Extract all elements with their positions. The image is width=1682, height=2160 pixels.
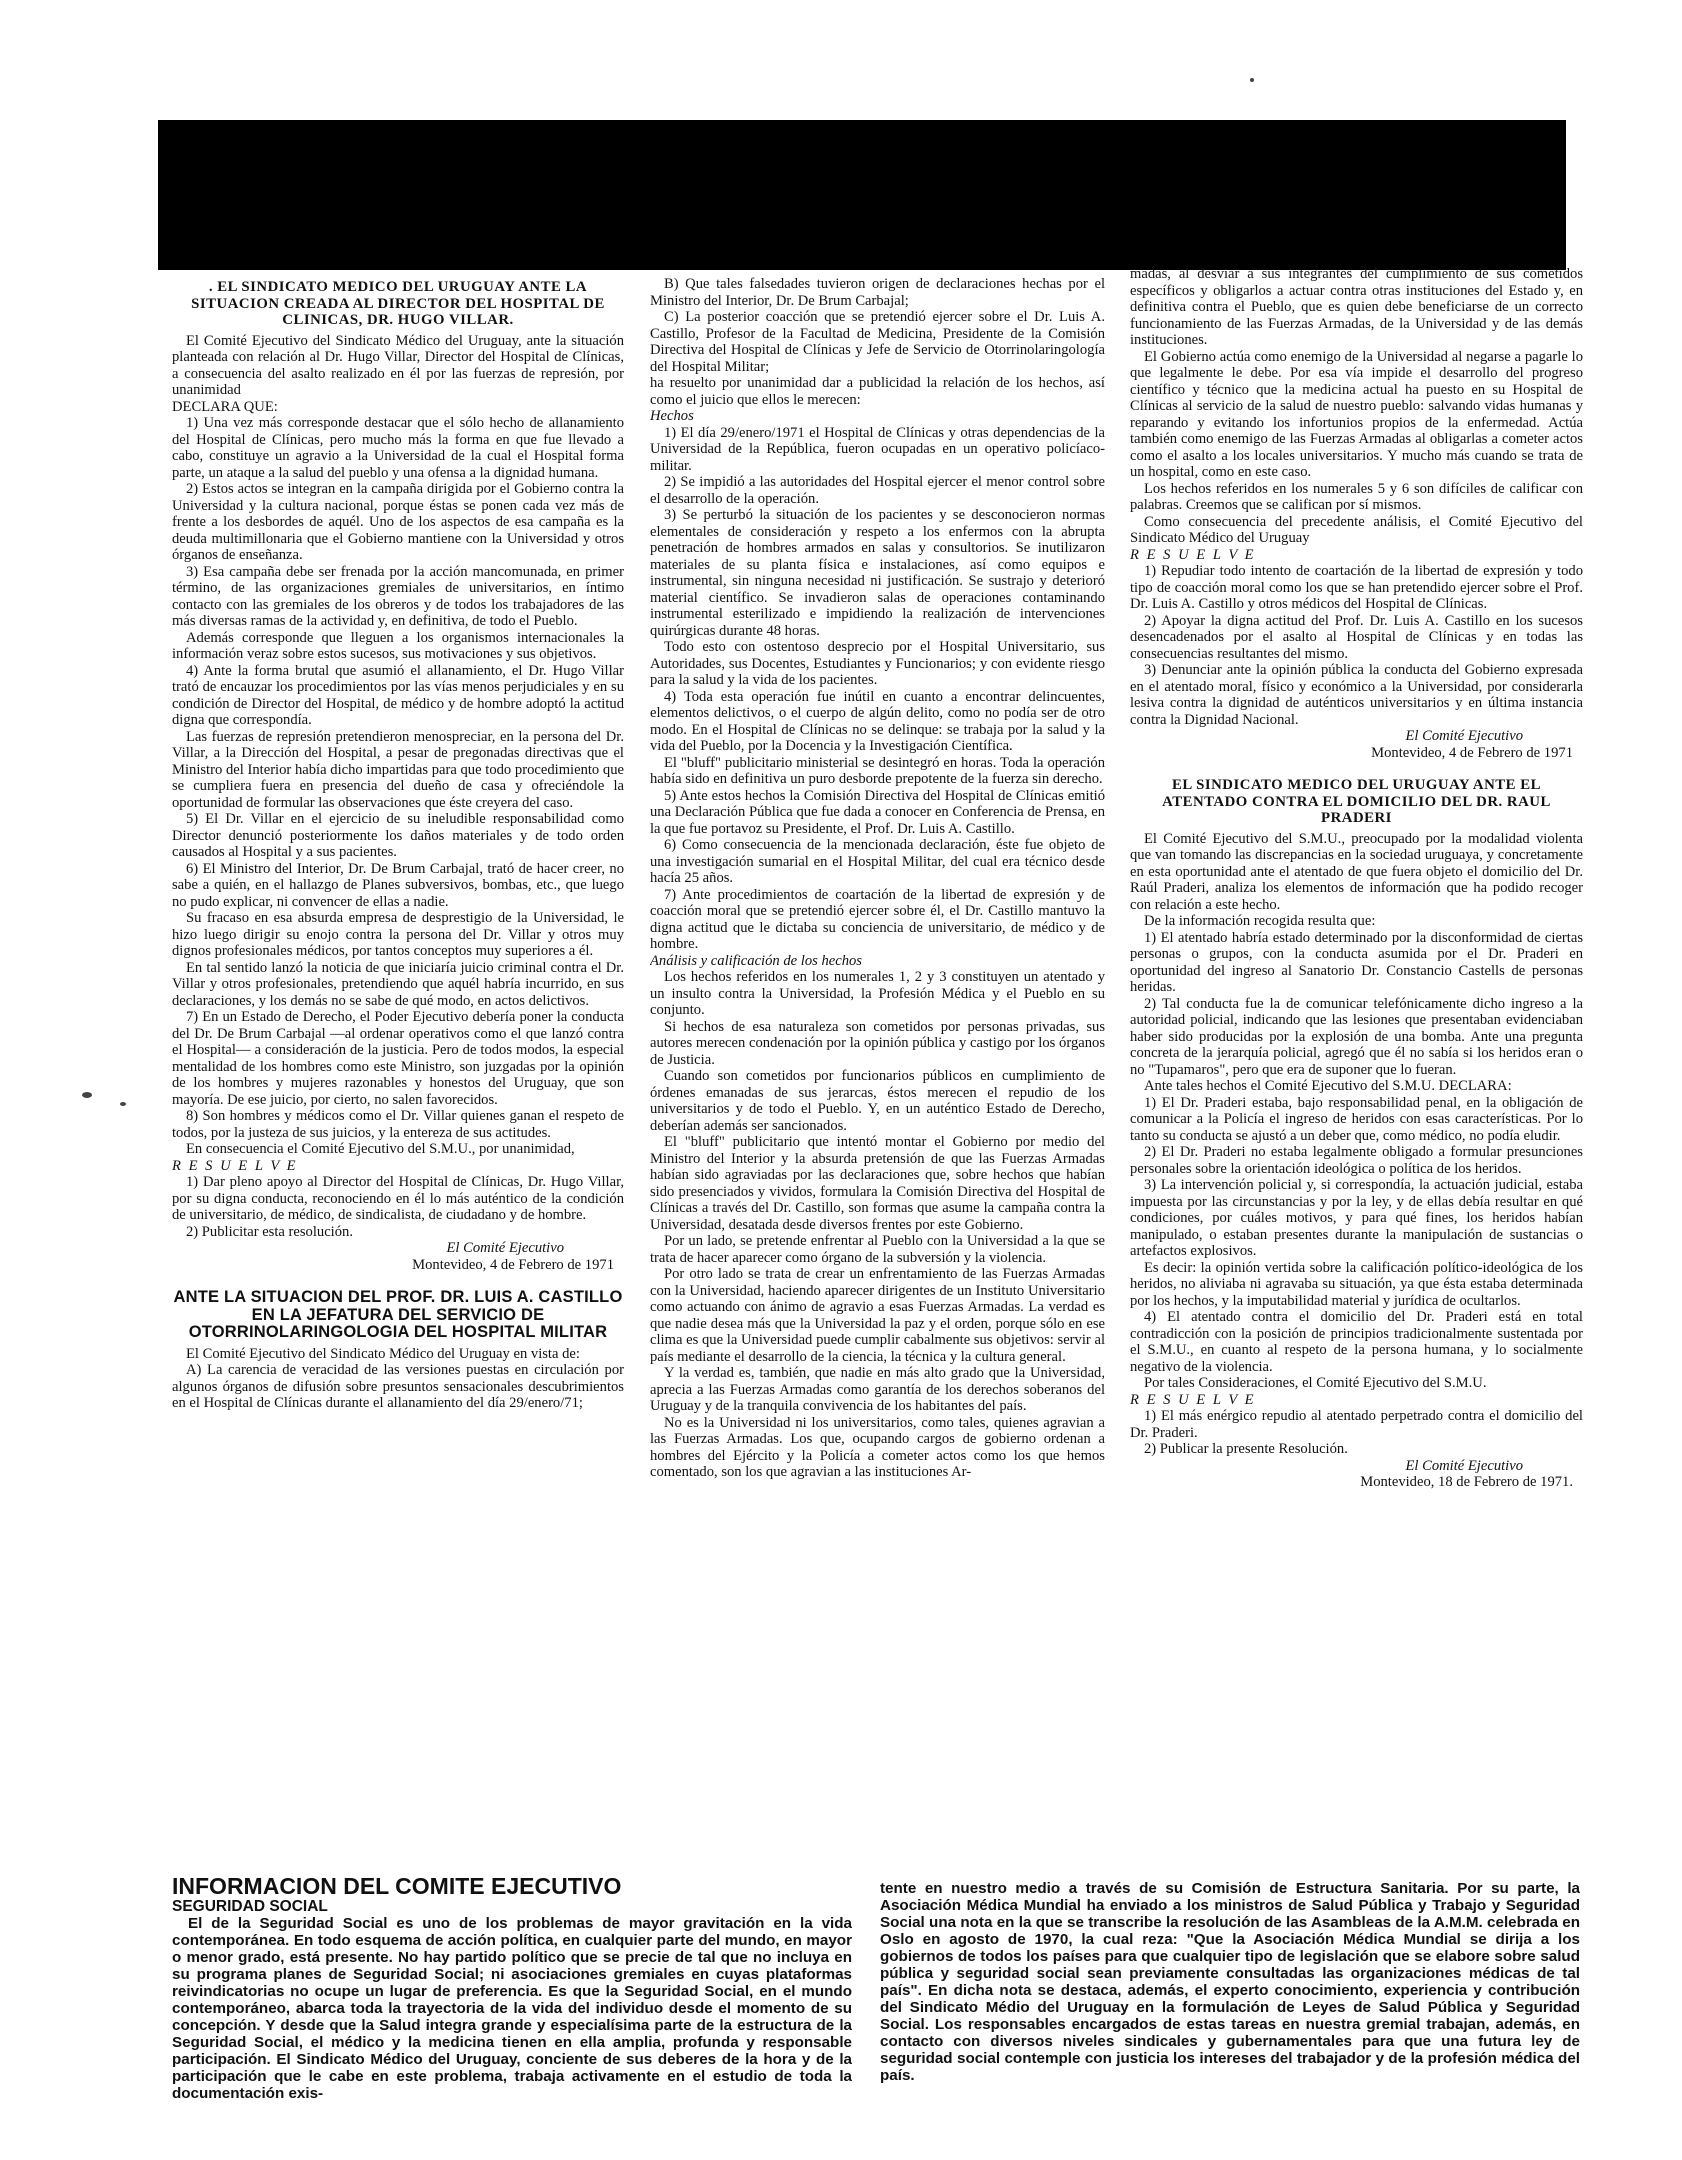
paragraph: A) La carencia de veracidad de las versiones puestas en circulación por algunos órganos de difusión sobre presuntos sensacionales descubrimientos en el Hospital de Clínicas durante el allanamiento del día 29/enero/71;	[172, 1362, 624, 1411]
paragraph: 3) Esa campaña debe ser frenada por la acción mancomunada, en primer término, de las organizaciones gremiales de universitarios, en íntimo contacto con las gremiales de los obreros y de todos los trabajadores de las más diversas ramas de la actividad y, en definitiva, de todo el Pueblo.	[172, 563, 624, 629]
paragraph: Y la verdad es, también, que nadie en más alto grado que la Universidad, aprecia a las Fuerzas Armadas como garantía de los derechos soberanos del Uruguay y de la tranquila convivencia de los habitantes del país.	[650, 1365, 1105, 1414]
scan-speck	[120, 1102, 126, 1106]
paragraph: 6) El Ministro del Interior, Dr. De Brum Carbajal, trató de hacer creer, no sabe a quién, en el hallazgo de Planes subversivos, bombas, etc., que luego no pudo explicar, ni convencer de ellas a nadie.	[172, 860, 624, 910]
paragraph: Las fuerzas de represión pretendieron menospreciar, en la persona del Dr. Villar, a la Dirección del Hospital, a pesar de pregonadas directivas que el Ministro del Interior había dicho impartidas para que todo procedimiento que se cumpliera fuera en presencia del dueño de casa y ofreciéndole la oportunidad de formular las observaciones que éste creyera del caso.	[172, 728, 624, 811]
paragraph: 3) Denunciar ante la opinión pública la conducta del Gobierno expresada en el atentado moral, físico y económico a la Universidad, por considerarla lesiva contra la dignidad de auténticos universitarios y en última instancia contra la Dignidad Nacional.	[1130, 662, 1583, 728]
paragraph: 2) Publicitar esta resolución.	[186, 1223, 353, 1240]
paragraph: De la información recogida resulta que:	[1144, 913, 1376, 929]
paragraph: B) Que tales falsedades tuvieron origen de declaraciones hechas por el Ministro del Interior, Dr. De Brum Carbajal;	[650, 276, 1105, 309]
paragraph: Si hechos de esa naturaleza son cometidos por personas privadas, sus autores merecen condenación por la opinión pública y castigo por los órganos de Justicia.	[650, 1018, 1105, 1068]
section-subtitle: SEGURIDAD SOCIAL	[172, 1898, 328, 1915]
column-middle	[650, 276, 1105, 1861]
resuelve-heading: R E S U E L V E	[172, 1157, 298, 1174]
paragraph: Los hechos referidos en los numerales 1, 2 y 3 constituyen un atentado y un insulto contra la Universidad, la Profesión Médica y el Pueblo en su conjunto.	[650, 969, 1105, 1018]
column-left	[172, 279, 624, 1864]
column-right	[1130, 266, 1583, 1851]
paragraph: El Comité Ejecutivo del S.M.U., preocupado por la modalidad violenta que van tomando las discrepancias en la sociedad uruguaya, y concretamente en esta oportunidad ante el atentado de que fuera objeto el domicilio del Dr. Raúl Praderi, analiza los elementos de información que ha podido recoger con relación a este hecho.	[1130, 830, 1583, 913]
paragraph: 1) Una vez más corresponde destacar que el sólo hecho de allanamiento del Hospital de Clínicas, pero mucho más la forma en que fue llevado a cabo, constituye un agravio a la Universidad de la cual el Hospital forma parte, un ataque a la salud del pueblo y una ofensa a la dignidad humana.	[172, 415, 624, 481]
paragraph: Como consecuencia del precedente análisis, el Comité Ejecutivo del Sindicato Médico del Uruguay	[1130, 513, 1583, 546]
paragraph: 8) Son hombres y médicos como el Dr. Villar quienes ganan el respeto de todos, por la justeza de sus juicios, y la entereza de sus actitudes.	[172, 1108, 624, 1141]
paragraph: Todo esto con ostentoso desprecio por el Hospital Universitario, sus Autoridades, sus Docentes, Estudiantes y Funcionarios; y con evidente riesgo para la salud y la vida de los pacientes.	[650, 639, 1105, 688]
scan-speck	[1250, 78, 1254, 82]
paragraph: Es decir: la opinión vertida sobre la calificación político-ideológica de los heridos, no aliviaba ni agravaba su situación, ya que ésta estaba determinada por los hechos, y la imputabilidad material y jurídica de ocultarlos.	[1130, 1259, 1583, 1309]
analisis-heading: Análisis y calificación de los hechos	[650, 952, 862, 969]
paragraph: Los hechos referidos en los numerales 5 y 6 son difíciles de calificar con palabras. Creemos que se califican por sí mismos.	[1130, 480, 1583, 513]
paragraph: 3) Se perturbó la situación de los pacientes y se desconocieron normas elementales de consideración y respeto a los enfermos con la abrupta penetración de hombres armados en salas y consultorios. Se inutilizaron materiales de su planta física e instalaciones, así como equipos e instrumental, sin ninguna necesidad ni justificación. Se sustrajo y deterioró material científico. Se invadieron salas de operaciones contaminando instrumental esterilizado e impidiendo la realización de intervenciones quirúrgicas durante 48 horas.	[650, 507, 1105, 639]
article-title-praderi: EL SINDICATO MEDICO DEL URUGUAY ANTE EL ATENTADO CONTRA EL DOMICILIO DEL DR. RAUL PRADERI	[1162, 777, 1551, 826]
paragraph: 6) Como consecuencia de la mencionada declaración, éste fue objeto de una investigación sumarial en el Hospital Militar, del cual era técnico desde hacía 25 años.	[650, 837, 1105, 886]
redaction-bar	[158, 120, 1566, 270]
paragraph: 2) Apoyar la digna actitud del Prof. Dr. Luis A. Castillo en los sucesos desencadenados por el asalto al Hospital de Clínicas y en todas las consecuencias resultantes del mismo.	[1130, 612, 1583, 662]
paragraph: 1) Dar pleno apoyo al Director del Hospital de Clínicas, Dr. Hugo Villar, por su digna conducta, reconociendo en él lo más auténtico de la condición de universitario, de médico, de sindicalista, de ciudadano y de hombre.	[172, 1174, 624, 1223]
paragraph: No es la Universidad ni los universitarios, como tales, quienes agravian a las Fuerzas Armadas. Los que, ocupando cargos de gobierno ordenan a hombres del Ejército y la Policía a cometer actos como los que hemos comentado, son los que agravian a las instituciones Ar-	[650, 1414, 1105, 1480]
paragraph: 4) Toda esta operación fue inútil en cuanto a encontrar delincuentes, elementos delictivos, o el cuerpo de algún delito, como no podía ser de otro modo. En el Hospital de Clínicas no se delinque: se trabaja por la salud y la vida del Pueblo, por la Docencia y la Investigación Científica.	[650, 688, 1105, 754]
date-line: Montevideo, 4 de Febrero de 1971	[1371, 744, 1573, 761]
paragraph: 5) Ante estos hechos la Comisión Directiva del Hospital de Clínicas emitió una Declaración Pública que fue dada a conocer en Conferencia de Prensa, en la que fue portavoz su Presidente, el Prof. Dr. Luis A. Castillo.	[650, 787, 1105, 837]
paragraph: ha resuelto por unanimidad dar a publicidad la relación de los hechos, así como el juicio que ellos le merecen:	[650, 375, 1105, 408]
paragraph: 1) El día 29/enero/1971 el Hospital de Clínicas y otras dependencias de la Universidad de la República, fueron ocupadas en un operativo policíaco-militar.	[650, 424, 1105, 474]
paragraph: madas, al desviar a sus integrantes del cumplimiento de sus cometidos específicos y obligarlos a actuar contra otras instituciones del Estado y, en definitiva contra el Pueblo, que es quien debe beneficiarse de un correcto funcionamiento de las Fuerzas Armadas, de la Universidad y de las demás instituciones.	[1130, 266, 1583, 348]
section-title: INFORMACION DEL COMITE EJECUTIVO	[172, 1874, 622, 1899]
declara-heading: DECLARA QUE:	[172, 398, 278, 415]
paragraph: 2) Tal conducta fue la de comunicar telefónicamente dicho ingreso a la autoridad policial, indicando que las lesiones que presentaban evidenciaban haber sido producidas por la explosión de una bomba. Ante una pregunta concreta de la jerarquía policial, agregó que él no sabía si los heridos eran o no "Tupamaros", pero que era de suponer que lo fueran.	[1130, 995, 1583, 1078]
paragraph: 1) El más enérgico repudio al atentado perpetrado contra el domicilio del Dr. Praderi.	[1130, 1408, 1583, 1441]
paragraph: 1) Repudiar todo intento de coartación de la libertad de expresión y todo tipo de coacción moral como los que se han pretendido ejercer sobre el Prof. Dr. Luis A. Castillo y otros médicos del Hospital de Clínicas.	[1130, 563, 1583, 612]
paragraph: Ante tales hechos el Comité Ejecutivo del S.M.U. DECLARA:	[1144, 1078, 1512, 1094]
paragraph: 7) En un Estado de Derecho, el Poder Ejecutivo debería poner la conducta del Dr. De Brum Carbajal —al ordenar operativos como el que lanzó contra el Hospital— a consideración de la justicia. Pero de todos modos, la especial mentalidad de los hombres como este Ministro, son juzgadas por la opinión de los hombres y mujeres razonables y honestos del Uruguay, que son mayoría. De ese juicio, por cierto, no salen favorecidos.	[172, 1009, 624, 1108]
paragraph: 7) Ante procedimientos de coartación de la libertad de expresión y de coacción moral que se pretendió ejercer sobre él, el Dr. Castillo mantuvo la digna actitud que le dictaba su conciencia de universitario, de médico y de hombre.	[650, 886, 1105, 952]
paragraph: El de la Seguridad Social es uno de los problemas de mayor gravitación en la vida contemporánea. En todo esquema de acción política, en cualquier parte del mundo, en mayor o menor grado, está presente. No hay partido político que se precie de tal que no incluya en su programa planes de Seguridad Social; ni asociaciones gremiales en cuyas plataformas reivindicatorias no ocupe un lugar de preferencia. Es que la Seguridad Social, en el mundo contemporáneo, abarca toda la trayectoria de la vida del individuo desde el momento de su concepción. Y desde que la Salud integra grande y especialísima parte de la estructura de la Seguridad Social, el médico y la medicina tienen en ella amplia, profunda y responsable participación. El Sindicato Médico del Uruguay, conciente de sus deberes de la hora y de la participación que le cabe en este problema, trabaja activamente en el estudio de toda la documentación exis-	[172, 1915, 852, 2102]
paragraph: 3) La intervención policial y, si correspondía, la actuación judicial, estaba impuesta por las circunstancias y por la ley, y de ellas debía resultar en qué condiciones, por cuáles motivos, y para qué fines, los heridos habían manipulado, o estaban presentes durante la manipulación de sustancias o artefactos explosivos.	[1130, 1177, 1583, 1259]
resuelve-heading: R E S U E L V E	[1130, 1391, 1256, 1408]
paragraph: El "bluff" publicitario ministerial se desintegró en horas. Toda la operación había sido en definitiva un puro desborde prepotente de la fuerza sin derecho.	[650, 754, 1105, 787]
paragraph: 5) El Dr. Villar en el ejercicio de su ineludible responsabilidad como Director denunció posteriormente los daños materiales y de todo orden causados al Hospital y a sus pacientes.	[172, 811, 624, 860]
paragraph: Su fracaso en esa absurda empresa de desprestigio de la Universidad, le hizo luego dirigir su enojo contra la persona del Dr. Villar y otros muy dignos profesionales médicos, por tantos conceptos muy superiores a él.	[172, 910, 624, 959]
date-line: Montevideo, 18 de Febrero de 1971.	[1360, 1474, 1573, 1490]
paragraph: 2) El Dr. Praderi no estaba legalmente obligado a formular presunciones personales sobre la orientación ideológica o política de los heridos.	[1130, 1144, 1583, 1177]
paragraph: En tal sentido lanzó la noticia de que iniciaría juicio criminal contra el Dr. Villar y otros profesionales, pretendiendo que aquél habría incurrido, en sus declaraciones, y los demás no se sabe de qué modo, en actos delictivos.	[172, 959, 624, 1009]
paragraph: El Comité Ejecutivo del Sindicato Médico del Uruguay en vista de:	[186, 1345, 580, 1362]
scan-speck	[82, 1092, 92, 1098]
bottom-right-block	[880, 1880, 1580, 2150]
paragraph: El Gobierno actúa como enemigo de la Universidad al negarse a pagarle lo que legalmente le debe. Por esa vía impide el desarrollo del progreso científico y técnico que la medicina actual ha puesto en su Hospital de Clínicas al servicio de la salud de nuestro pueblo: salvando vidas humanas y reparando y evitando los infortunios propios de la enfermedad. Actúa también como enemigo de las Fuerzas Armadas al obligarlas a cometer actos como el asalto a los locales universitarios. Y mucho más cuando se trata de un hospital, como en este caso.	[1130, 348, 1583, 480]
paragraph: Por un lado, se pretende enfrentar al Pueblo con la Universidad a la que se trata de hacer aparecer como órgano de la subversión y la violencia.	[650, 1233, 1105, 1266]
paragraph: tente en nuestro medio a través de su Comisión de Estructura Sanitaria. Por su parte, la Asociación Médica Mundial ha enviado a los ministros de Salud Pública y Trabajo y Seguridad Social una nota en la que se transcribe la resolución de las Asambleas de la A.M.M. celebrada en Oslo en agosto de 1970, la cual reza: "Que la Asociación Médica Mundial se dirija a los gobiernos de todos los países para que cualquier tipo de legislación que se elabore sobre salud pública y seguridad social sean previamente consultadas las organizaciones médicas de tal país". En dicha nota se destaca, además, el experto conocimiento, experiencia y contribución del Sindicato Médio del Uruguay en la formulación de Leyes de Salud Pública y Seguridad Social. Los responsables encargados de estas tareas en nuestra gremial trabajan, además, en contacto con diversos niveles sindicales y gubernamentales para que una futura ley de seguridad social contemple con justicia los intereses del trabajador y de la profesión médica del país.	[880, 1880, 1580, 2084]
paragraph: Por tales Consideraciones, el Comité Ejecutivo del S.M.U.	[1144, 1375, 1487, 1391]
signature: El Comité Ejecutivo	[1405, 1457, 1523, 1474]
hechos-heading: Hechos	[650, 408, 694, 424]
paragraph: C) La posterior coacción que se pretendió ejercer sobre el Dr. Luis A. Castillo, Profesor de la Facultad de Medicina, Presidente de la Comisión Directiva del Hospital de Clínicas y Jefe de Servicio de Otorrinolaringología del Hospital Militar;	[650, 309, 1105, 375]
paragraph: 2) Estos actos se integran en la campaña dirigida por el Gobierno contra la Universidad y la cultura nacional, porque éstas se ponen cada vez más de frente a los desbordes de aquél. Uno de los aspectos de esa campaña es la deuda multimillonaria que el Gobierno mantiene con la Universidad y otros órganos de enseñanza.	[172, 481, 624, 563]
date-line: Montevideo, 4 de Febrero de 1971	[412, 1256, 614, 1273]
signature: El Comité Ejecutivo	[446, 1240, 564, 1256]
article-title-castillo: ANTE LA SITUACION DEL PROF. DR. LUIS A. CASTILLO EN LA JEFATURA DEL SERVICIO DE OTORRINOLARINGOLOGIA DEL HOSPITAL MILITAR	[173, 1288, 623, 1341]
paragraph: El Comité Ejecutivo del Sindicato Médico del Uruguay, ante la situación planteada con relación al Dr. Hugo Villar, Director del Hospital de Clínicas, a consecuencia del asalto realizado en él por las fuerzas de represión, por unanimidad	[172, 332, 624, 398]
paragraph: 1) El Dr. Praderi estaba, bajo responsabilidad penal, en la obligación de comunicar a la Policía el ingreso de heridos con esas características. Por lo tanto su conducta se ajustó a un deber que, como médico, no podía eludir.	[1130, 1094, 1583, 1144]
resuelve-heading: R E S U E L V E	[1130, 546, 1256, 563]
paragraph: 4) Ante la forma brutal que asumió el allanamiento, el Dr. Hugo Villar trató de encauzar los procedimientos por las vías menos perjudiciales y en su condición de Director del Hospital, de médico y de hombre adoptó la actitud digna que correspondía.	[172, 662, 624, 728]
bottom-left-block	[172, 1874, 852, 2144]
paragraph: 2) Se impidió a las autoridades del Hospital ejercer el menor control sobre el desarrollo de la operación.	[650, 474, 1105, 507]
paragraph: 2) Publicar la presente Resolución.	[1144, 1441, 1348, 1457]
paragraph: Por otro lado se trata de crear un enfrentamiento de las Fuerzas Armadas con la Universidad, haciendo aparecer dirigentes de un Instituto Universitario como actuando con ánimo de agravio a esas Fuerzas Armadas. La verdad es que nadie desea más que la Universidad la paz y el orden, porque sólo en ese clima es que la Universidad puede cumplir cabalmente sus objetivos: servir al país mediante el desarrollo de la ciencia, la técnica y la cultura general.	[650, 1266, 1105, 1365]
paragraph: En consecuencia el Comité Ejecutivo del S.M.U., por unanimidad,	[186, 1141, 575, 1157]
paragraph: Cuando son cometidos por funcionarios públicos en cumplimiento de órdenes emanadas de sus jerarcas, éstos merecen el repudio de los universitarios y de todo el Pueblo. Y, en un auténtico Estado de Derecho, deberían además ser sancionados.	[650, 1068, 1105, 1134]
paragraph: Además corresponde que lleguen a los organismos internacionales la información veraz sobre estos sucesos, sus motivaciones y sus objetivos.	[172, 629, 624, 662]
paragraph: El "bluff" publicitario que intentó montar el Gobierno por medio del Ministro del Interior y la absurda pretensión de que las Fuerzas Armadas habían sido agraviadas por las declaraciones que, sobre hechos que habían sido presenciados y vividos, formulara la Comisión Directiva del Hospital de Clínicas a través del Dr. Castillo, son formas que asume la campaña contra la Universidad, desatada desde diversos frentes por este Gobierno.	[650, 1134, 1105, 1233]
paragraph: 1) El atentado habría estado determinado por la disconformidad de ciertas personas o grupos, con la conducta asumida por el Dr. Praderi en oportunidad del ingreso al Sanatorio Dr. Constancio Castells de personas heridas.	[1130, 929, 1583, 995]
paragraph: 4) El atentado contra el domicilio del Dr. Praderi está en total contradicción con la posición de principios tradicionalmente sustentada por el S.M.U., en cuanto al respeto de la persona humana, y lo socialmente negativo de la violencia.	[1130, 1309, 1583, 1375]
article-title-villar: . EL SINDICATO MEDICO DEL URUGUAY ANTE LA SITUACION CREADA AL DIRECTOR DEL HOSPITAL DE CLINICAS, DR. HUGO VILLAR.	[191, 279, 605, 328]
signature: El Comité Ejecutivo	[1405, 728, 1523, 744]
